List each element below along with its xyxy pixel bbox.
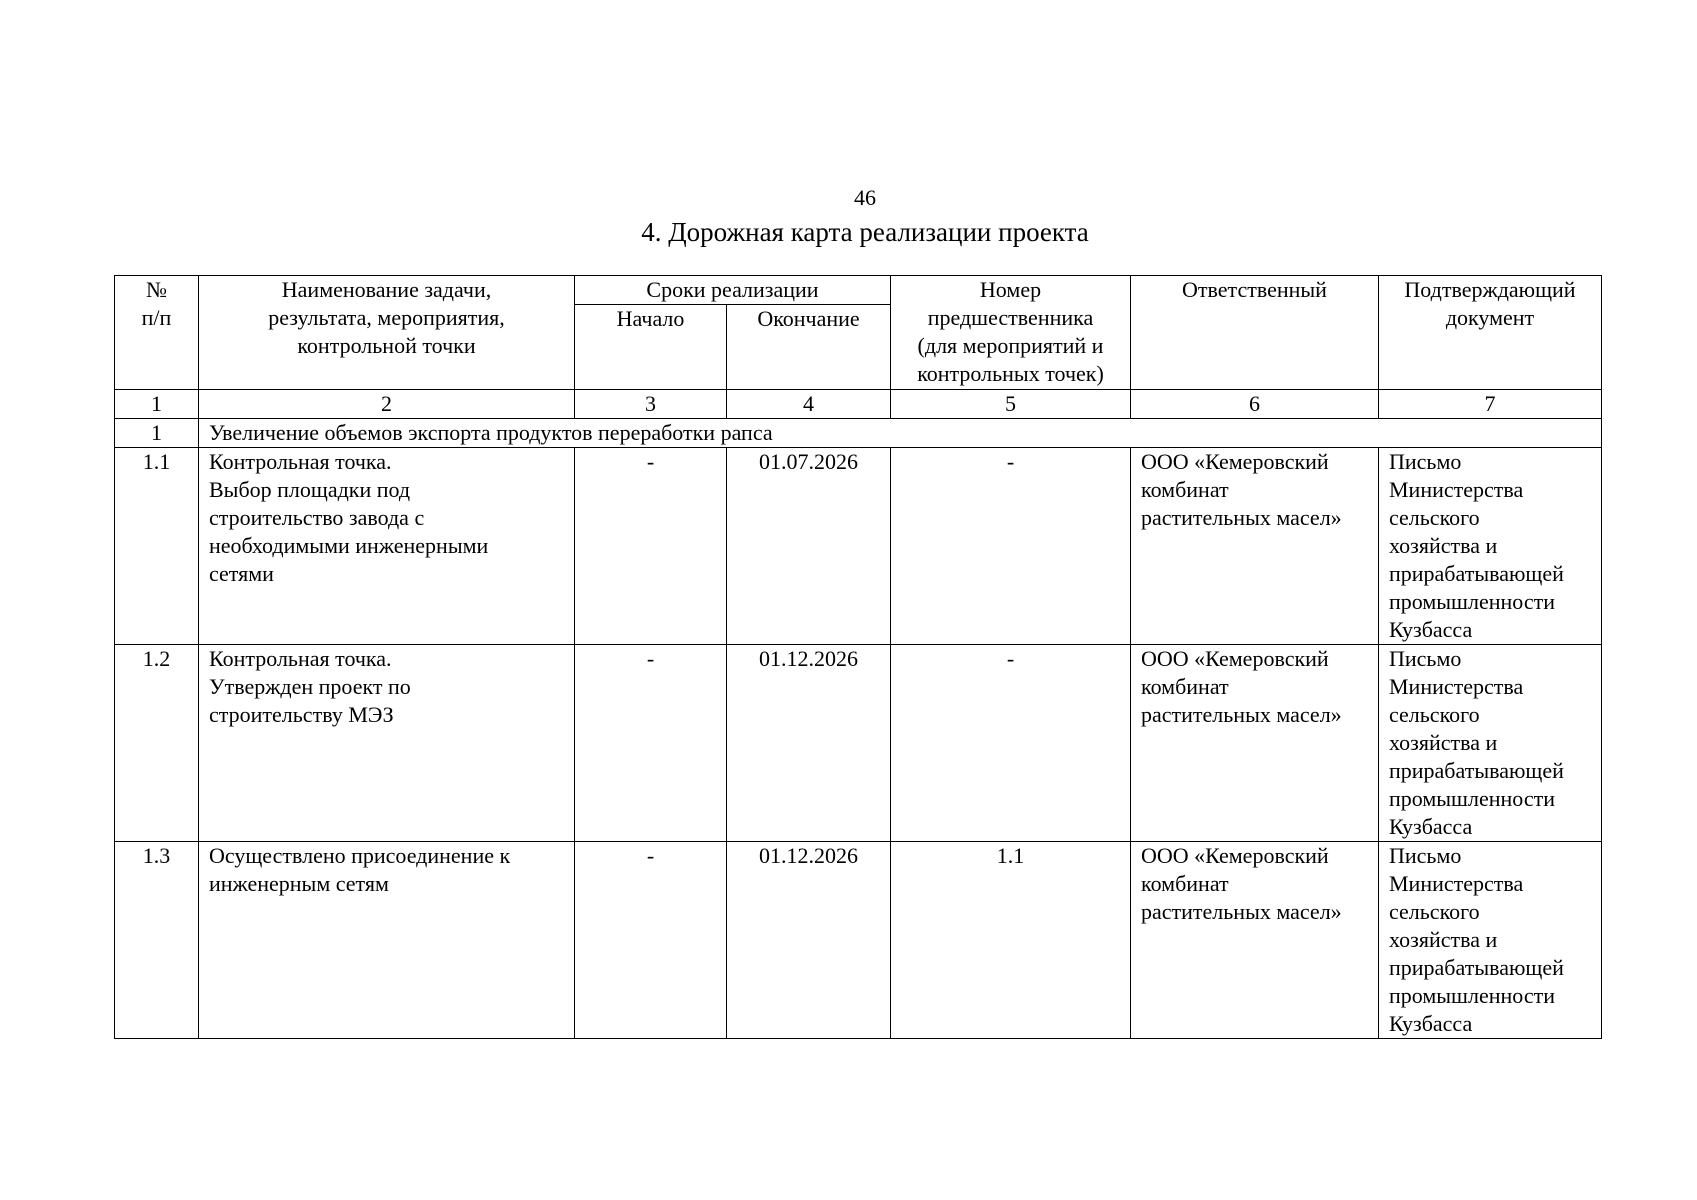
section-title: Увеличение объемов экспорта продуктов переработки рапса <box>199 419 1602 448</box>
row-responsible: ООО «Кемеровский комбинат растительных масел» <box>1131 448 1379 645</box>
column-number: 7 <box>1379 390 1602 419</box>
row-predecessor: - <box>891 448 1131 645</box>
row-predecessor: 1.1 <box>891 842 1131 1039</box>
row-num: 1.3 <box>115 842 199 1039</box>
section-row <box>115 419 1602 448</box>
column-number: 3 <box>575 390 727 419</box>
row-document: Письмо Министерства сельского хозяйства и прирабатывающей промышленности Кузбасса <box>1379 448 1602 645</box>
document-title: 4. Дорожная карта реализации проекта <box>641 217 1089 247</box>
row-name: Осуществлено присоединение к инженерным сетям <box>199 842 575 1039</box>
row-responsible: ООО «Кемеровский комбинат растительных масел» <box>1131 842 1379 1039</box>
row-document: Письмо Министерства сельского хозяйства и прирабатывающей промышленности Кузбасса <box>1379 645 1602 842</box>
header-responsible: Ответственный <box>1131 276 1379 390</box>
header-name: Наименование задачи, результата, мероприятия, контрольной точки <box>199 276 575 390</box>
row-num: 1.2 <box>115 645 199 842</box>
row-predecessor: - <box>891 645 1131 842</box>
row-start: - <box>575 842 727 1039</box>
section-num: 1 <box>115 419 199 448</box>
header-terms: Сроки реализации <box>575 276 891 305</box>
header-end: Окончание <box>727 305 891 390</box>
row-end: 01.12.2026 <box>727 645 891 842</box>
page-number: 46 <box>854 185 876 210</box>
row-start: - <box>575 645 727 842</box>
row-name: Контрольная точка. Утвержден проект по строительству МЭЗ <box>199 645 575 842</box>
row-end: 01.12.2026 <box>727 842 891 1039</box>
column-number: 6 <box>1131 390 1379 419</box>
header-document: Подтверждающий документ <box>1379 276 1602 390</box>
row-responsible: ООО «Кемеровский комбинат растительных масел» <box>1131 645 1379 842</box>
column-number: 5 <box>891 390 1131 419</box>
column-number: 2 <box>199 390 575 419</box>
row-name: Контрольная точка. Выбор площадки под строительство завода с необходимыми инженерными сетями <box>199 448 575 645</box>
table-row <box>115 645 1602 842</box>
row-start: - <box>575 448 727 645</box>
header-row-top <box>115 276 1602 305</box>
row-document: Письмо Министерства сельского хозяйства и прирабатывающей промышленности Кузбасса <box>1379 842 1602 1039</box>
column-number: 4 <box>727 390 891 419</box>
column-number: 1 <box>115 390 199 419</box>
table-row <box>115 842 1602 1039</box>
header-predecessor: Номер предшественника (для мероприятий и контрольных точек) <box>891 276 1131 390</box>
header-start: Начало <box>575 305 727 390</box>
table-row <box>115 448 1602 645</box>
column-number-row <box>115 390 1602 419</box>
row-num: 1.1 <box>115 448 199 645</box>
row-end: 01.07.2026 <box>727 448 891 645</box>
roadmap-table <box>114 275 1602 1039</box>
header-num: № п/п <box>115 276 199 390</box>
